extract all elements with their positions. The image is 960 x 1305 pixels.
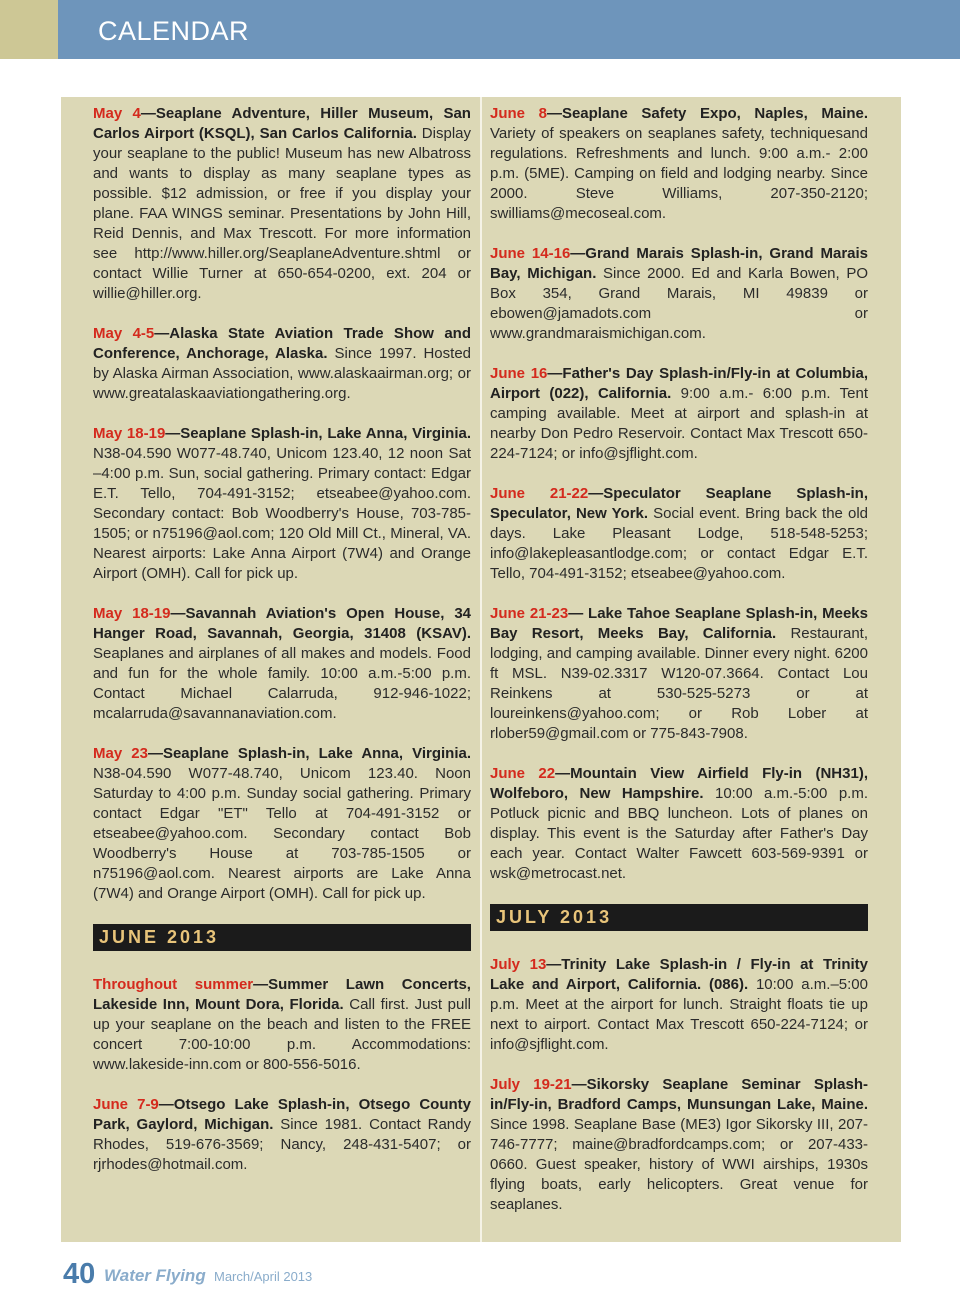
event-title: —Savannah Aviation's Open House, 34 Hanger Road, Savannah, Georgia, 31408 (KSAV). bbox=[93, 605, 471, 642]
event-body: Restaurant, lodging, and camping available. Dinner every night. 6200 ft MSL. N39-02.3317 W120-07.3664. Contact Lou Reinkens at 530-525-5273 or at loureinkens@yahoo.com; or Rob Lober at rlober59@gmail.com or 775-843-7908. bbox=[490, 625, 868, 742]
event-entry bbox=[93, 1095, 471, 1175]
event-title: —Alaska State Aviation Trade Show and Conference, Anchorage, Alaska. bbox=[93, 325, 471, 362]
event-body: 10:00 a.m.–5:00 p.m. Meet at the airport for lunch. Straight floats tie up next to airport. Contact Max Trescott 650-224-7124; or info@sjflight.com. bbox=[490, 976, 868, 1053]
event-title: —Seaplane Adventure, Hiller Museum, San Carlos Airport (KSQL), San Carlos California. bbox=[93, 105, 471, 142]
event-date: May 18-19 bbox=[93, 605, 171, 622]
event-title: —Otsego Lake Splash-in, Otsego County Park, Gaylord, Michigan. bbox=[93, 1096, 471, 1133]
page-title: CALENDAR bbox=[98, 16, 250, 46]
event-body: Display your seaplane to the public! Museum has new Albatross and wants to display as many seaplane types as possible. $12 admission, or free if you display your plane. FAA WINGS seminar. Presentations by John Hill, Reid Dennis, and Max Trescott. For more information see http://www.hiller.org/SeaplaneAdventure.shtml or contact Willie Turner at 650-654-0200, ext. 204 or willie@hiller.org. bbox=[93, 125, 471, 302]
event-title: —Seaplane Splash-in, Lake Anna, Virginia. bbox=[147, 745, 471, 762]
event-body: Call first. Just pull up your seaplane on the beach and listen to the FREE concert 7:00-10:00 p.m. Accommodations: www.lakeside-inn.com or 800-556-5016. bbox=[93, 996, 472, 1073]
event-entry bbox=[490, 604, 868, 744]
left-column bbox=[93, 104, 471, 1195]
page-number: 40 bbox=[63, 1258, 96, 1290]
event-date: July 19-21 bbox=[490, 1076, 572, 1093]
event-body: Since 1981. Contact Randy Rhodes, 519-676-3569; Nancy, 248-431-5407; or rjrhodes@hotmail.com. bbox=[93, 1116, 471, 1173]
event-date: June 7-9 bbox=[93, 1096, 159, 1113]
event-entry bbox=[490, 1075, 868, 1215]
event-body: N38-04.590 W077-48.740, Unicom 123.40, 12 noon Sat –4:00 p.m. Sun, social gathering. Primary contact: Edgar E.T. Tello, 704-491-3152; etseabee@yahoo.com. Secondary contact: Bob Woodberry's House, 703-785-1505; or n75196@aol.com; 120 Old Mill Ct., Mineral, VA. Nearest airports: Lake Anna Airport (7W4) and Orange Airport (OMH). Call for pick up. bbox=[93, 445, 471, 582]
event-entry bbox=[490, 104, 868, 224]
right-column bbox=[490, 104, 868, 1235]
event-title: — Lake Tahoe Seaplane Splash-in, Meeks Bay Resort, Meeks Bay, California. bbox=[490, 605, 868, 642]
event-entry bbox=[93, 975, 471, 1075]
issue-date: March/April 2013 bbox=[214, 1269, 313, 1284]
event-title: —Seaplane Safety Expo, Naples, Maine. bbox=[546, 105, 868, 122]
event-title: —Grand Marais Splash-in, Grand Marais Bay, Michigan. bbox=[490, 245, 869, 282]
event-body: 9:00 a.m.- 6:00 p.m. Tent camping available. Meet at airport and splash-in at nearby Don Pedro Reservoir. Contact Max Trescott 650-224-7124; or info@sjflight.com. bbox=[490, 385, 869, 462]
event-title: —Father's Day Splash-in/Fly-in at Columbia, Airport (022), California. bbox=[490, 365, 868, 402]
event-body: Since 1997. Hosted by Alaska Airman Association, www.alaskaairman.org; or www.greatalaskaaviationgathering.org. bbox=[93, 345, 471, 402]
event-title: —Mountain View Airfield Fly-in (NH31), Wolfeboro, New Hampshire. bbox=[490, 765, 868, 802]
event-entry bbox=[490, 955, 868, 1055]
event-body: Seaplanes and airplanes of all makes and models. Food and fun for the whole family. 10:00 a.m.-5:00 p.m. Contact Michael Calarruda, 912-946-1022; mcalarruda@savannanaviation.com. bbox=[93, 645, 471, 722]
event-date: June 21-23 bbox=[490, 605, 569, 622]
column-divider bbox=[480, 97, 482, 1242]
event-title: —Summer Lawn Concerts, Lakeside Inn, Mount Dora, Florida. bbox=[93, 976, 471, 1013]
event-entry bbox=[490, 764, 868, 884]
month-heading-june: JUNE 2013 bbox=[93, 924, 471, 951]
event-body: Since 2000. Ed and Karla Bowen, PO Box 354, Grand Marais, MI 49839 or ebowen@jamadots.com or www.grandmaraismichigan.com. bbox=[490, 265, 868, 342]
month-heading-july: JULY 2013 bbox=[490, 904, 868, 931]
event-date: June 16 bbox=[490, 365, 548, 382]
event-date: May 4-5 bbox=[93, 325, 155, 342]
event-title: —Seaplane Splash-in, Lake Anna, Virginia. bbox=[165, 425, 472, 442]
event-date: May 4 bbox=[93, 105, 141, 122]
event-body: Since 1998. Seaplane Base (ME3) Igor Sikorsky III, 207-746-7777; maine@bradfordcamps.com; or 207-433-0660. Guest speaker, history of WWI airships, 1930s flying boats, early helicopters. Great venue for seaplanes. bbox=[490, 1116, 868, 1213]
event-entry bbox=[490, 244, 868, 344]
event-body: Variety of speakers on seaplanes safety, techniquesand regulations. Refreshments and lunch. 9:00 a.m.- 2:00 p.m. (5ME). Camping on field and lodging nearby. Since 2000. Steve Williams, 207-350-2120; swilliams@mecoseal.com. bbox=[490, 125, 868, 222]
event-date: June 8 bbox=[490, 105, 547, 122]
header-bar bbox=[58, 0, 960, 59]
event-date: June 21-22 bbox=[490, 485, 589, 502]
event-body: N38-04.590 W077-48.740, Unicom 123.40. Noon Saturday to 4:00 p.m. Sunday social gathering. Primary contact Edgar "ET" Tello at 704-491-3152 or etseabee@yahoo.com. Secondary contact Bob Woodberry's House at 703-785-1505 or n75196@aol.com. Nearest airports are Lake Anna (7W4) and Orange Airport (OMH). Call for pick up. bbox=[93, 765, 471, 902]
event-entry bbox=[490, 484, 868, 584]
event-entry bbox=[93, 324, 471, 404]
event-date: June 22 bbox=[490, 765, 556, 782]
event-body: 10:00 a.m.-5:00 p.m. Potluck picnic and BBQ luncheon. Lots of planes on display. This event is the Saturday after Father's Day each year. Contact Walter Fawcett 603-569-9391 or wsk@metrocast.net. bbox=[490, 785, 869, 882]
event-entry bbox=[490, 364, 868, 464]
event-entry bbox=[93, 744, 471, 904]
event-title: —Sikorsky Seaplane Seminar Splash-in/Fly-in, Bradford Camps, Munsungan Lake, Maine. bbox=[490, 1076, 868, 1113]
event-entry bbox=[93, 104, 471, 304]
event-entry bbox=[93, 424, 471, 584]
header-tab bbox=[0, 0, 58, 59]
event-entry bbox=[93, 604, 471, 724]
magazine-name: Water Flying bbox=[104, 1266, 206, 1285]
event-title: —Trinity Lake Splash-in / Fly-in at Trinity Lake and Airport, California. (086). bbox=[490, 956, 869, 993]
event-date: May 23 bbox=[93, 745, 148, 762]
event-date: Throughout summer bbox=[93, 976, 254, 993]
event-date: May 18-19 bbox=[93, 425, 166, 442]
event-date: July 13 bbox=[490, 956, 547, 973]
event-date: June 14-16 bbox=[490, 245, 571, 262]
event-title: —Speculator Seaplane Splash-in, Speculator, New York. bbox=[490, 485, 868, 522]
event-body: Social event. Bring back the old days. Lake Pleasant Lodge, 518-548-5253; info@lakepleasantlodge.com; or contact Edgar E.T. Tello, 704-491-3152; etseabee@yahoo.com. bbox=[490, 505, 869, 582]
